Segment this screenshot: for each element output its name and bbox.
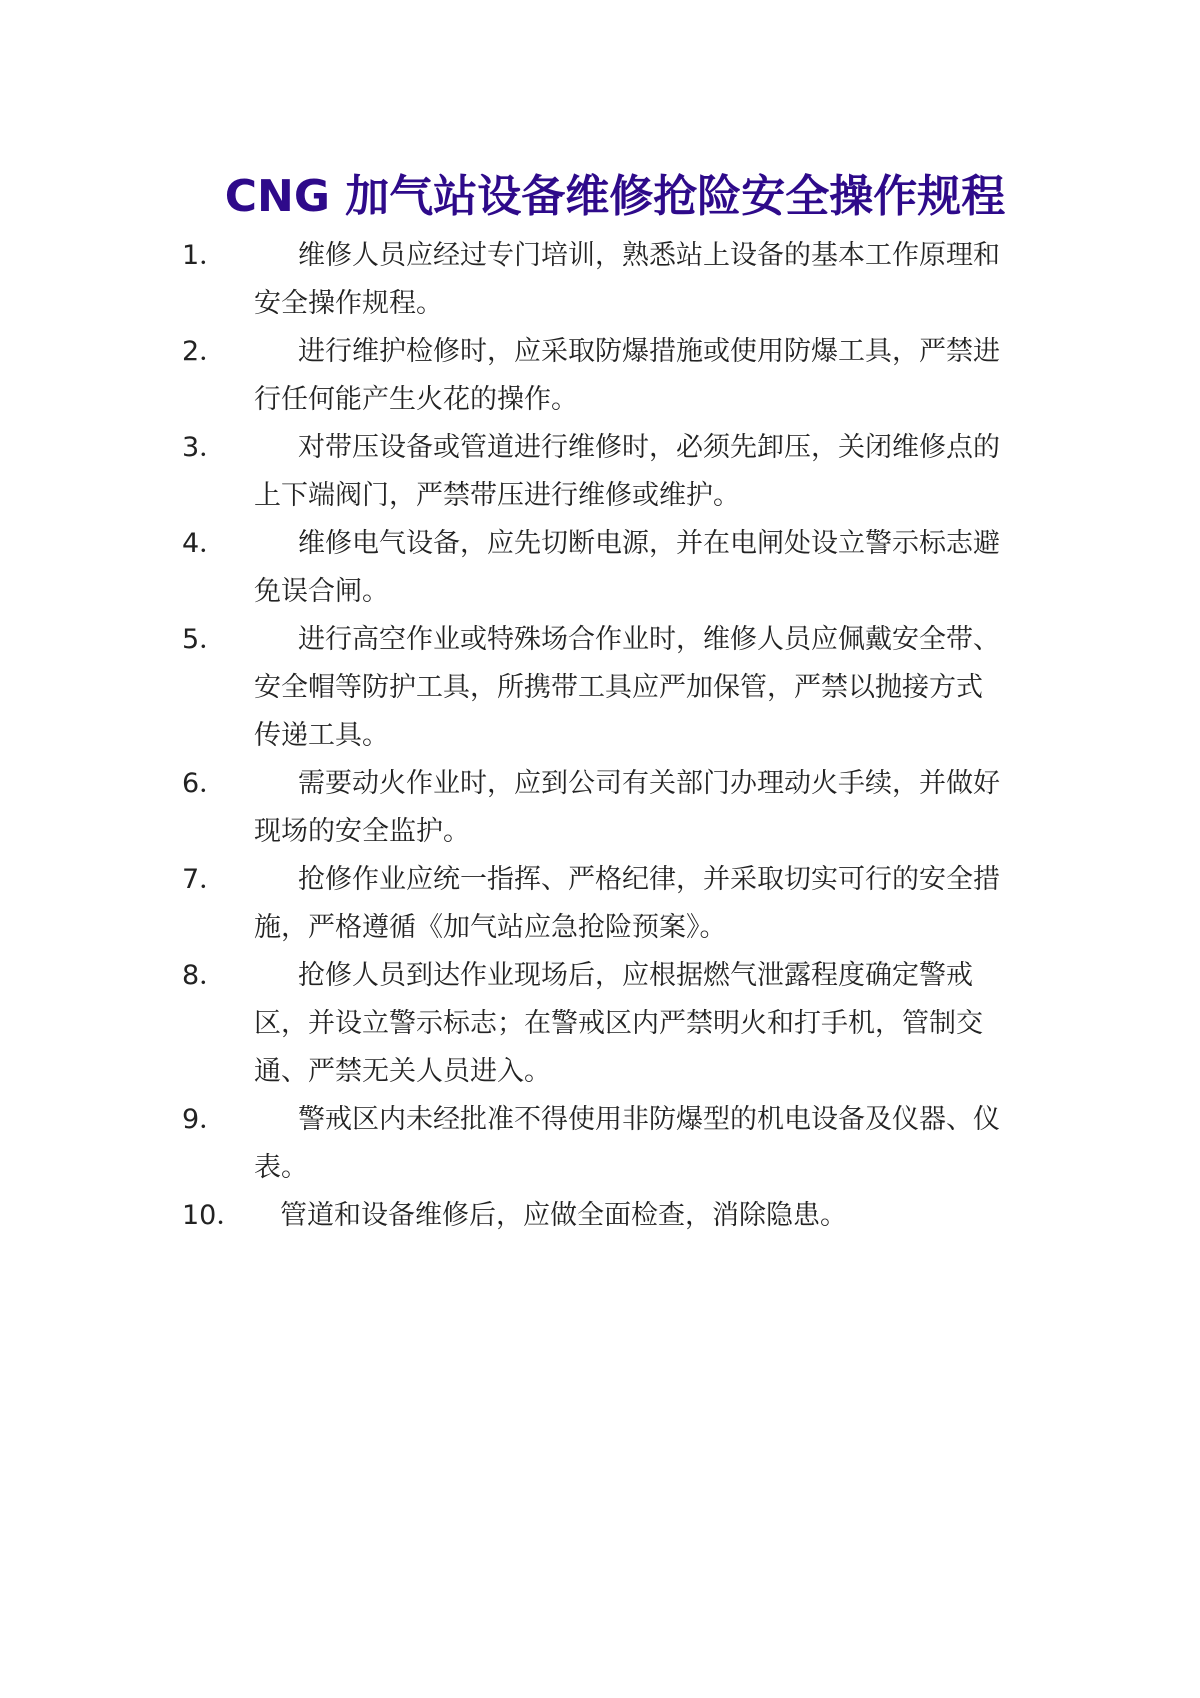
item-text: 进行维护检修时，应采取防爆措施或使用防爆工具，严禁进行任何能产生火花的操作。: [254, 336, 1000, 415]
item-number: 10．: [182, 1200, 244, 1231]
list-item: [182, 328, 1032, 424]
item-text: 维修人员应经过专门培训，熟悉站上设备的基本工作原理和安全操作规程。: [254, 240, 1000, 319]
item-number: 6．: [182, 768, 227, 799]
list-item: [182, 1096, 1032, 1192]
item-text: 抢修作业应统一指挥、严格纪律，并采取切实可行的安全措施，严格遵循《加气站应急抢险预案》。: [254, 864, 1000, 943]
list-item: [182, 856, 1032, 952]
item-number: 2．: [182, 336, 227, 367]
procedure-list: [182, 232, 1032, 1240]
item-number: 1．: [182, 240, 227, 271]
item-number: 4．: [182, 528, 227, 559]
item-number: 3．: [182, 432, 227, 463]
list-item: [182, 616, 1032, 760]
document-title: CNG 加气站设备维修抢险安全操作规程: [224, 171, 1006, 222]
list-item: [182, 1192, 1032, 1240]
item-text: 警戒区内未经批准不得使用非防爆型的机电设备及仪器、仪表。: [254, 1104, 1000, 1183]
item-text: 需要动火作业时，应到公司有关部门办理动火手续，并做好现场的安全监护。: [254, 768, 1000, 847]
item-number: 7．: [182, 864, 227, 895]
item-text: 抢修人员到达作业现场后，应根据燃气泄露程度确定警戒区，并设立警示标志；在警戒区内严禁明火和打手机，管制交通、严禁无关人员进入。: [254, 960, 983, 1087]
item-number: 5．: [182, 624, 227, 655]
item-text: 进行高空作业或特殊场合作业时，维修人员应佩戴安全带、安全帽等防护工具，所携带工具应严加保管，严禁以抛接方式传递工具。: [254, 624, 1000, 751]
item-number: 8．: [182, 960, 227, 991]
list-item: [182, 520, 1032, 616]
item-text: 对带压设备或管道进行维修时，必须先卸压，关闭维修点的上下端阀门，严禁带压进行维修或维护。: [254, 432, 1000, 511]
item-text: 管道和设备维修后，应做全面检查，消除隐患。: [280, 1200, 847, 1231]
list-item: [182, 424, 1032, 520]
list-item: [182, 232, 1032, 328]
item-text: 维修电气设备，应先切断电源，并在电闸处设立警示标志避免误合闸。: [254, 528, 1000, 607]
list-item: [182, 760, 1032, 856]
list-item: [182, 952, 1032, 1096]
item-number: 9．: [182, 1104, 227, 1135]
